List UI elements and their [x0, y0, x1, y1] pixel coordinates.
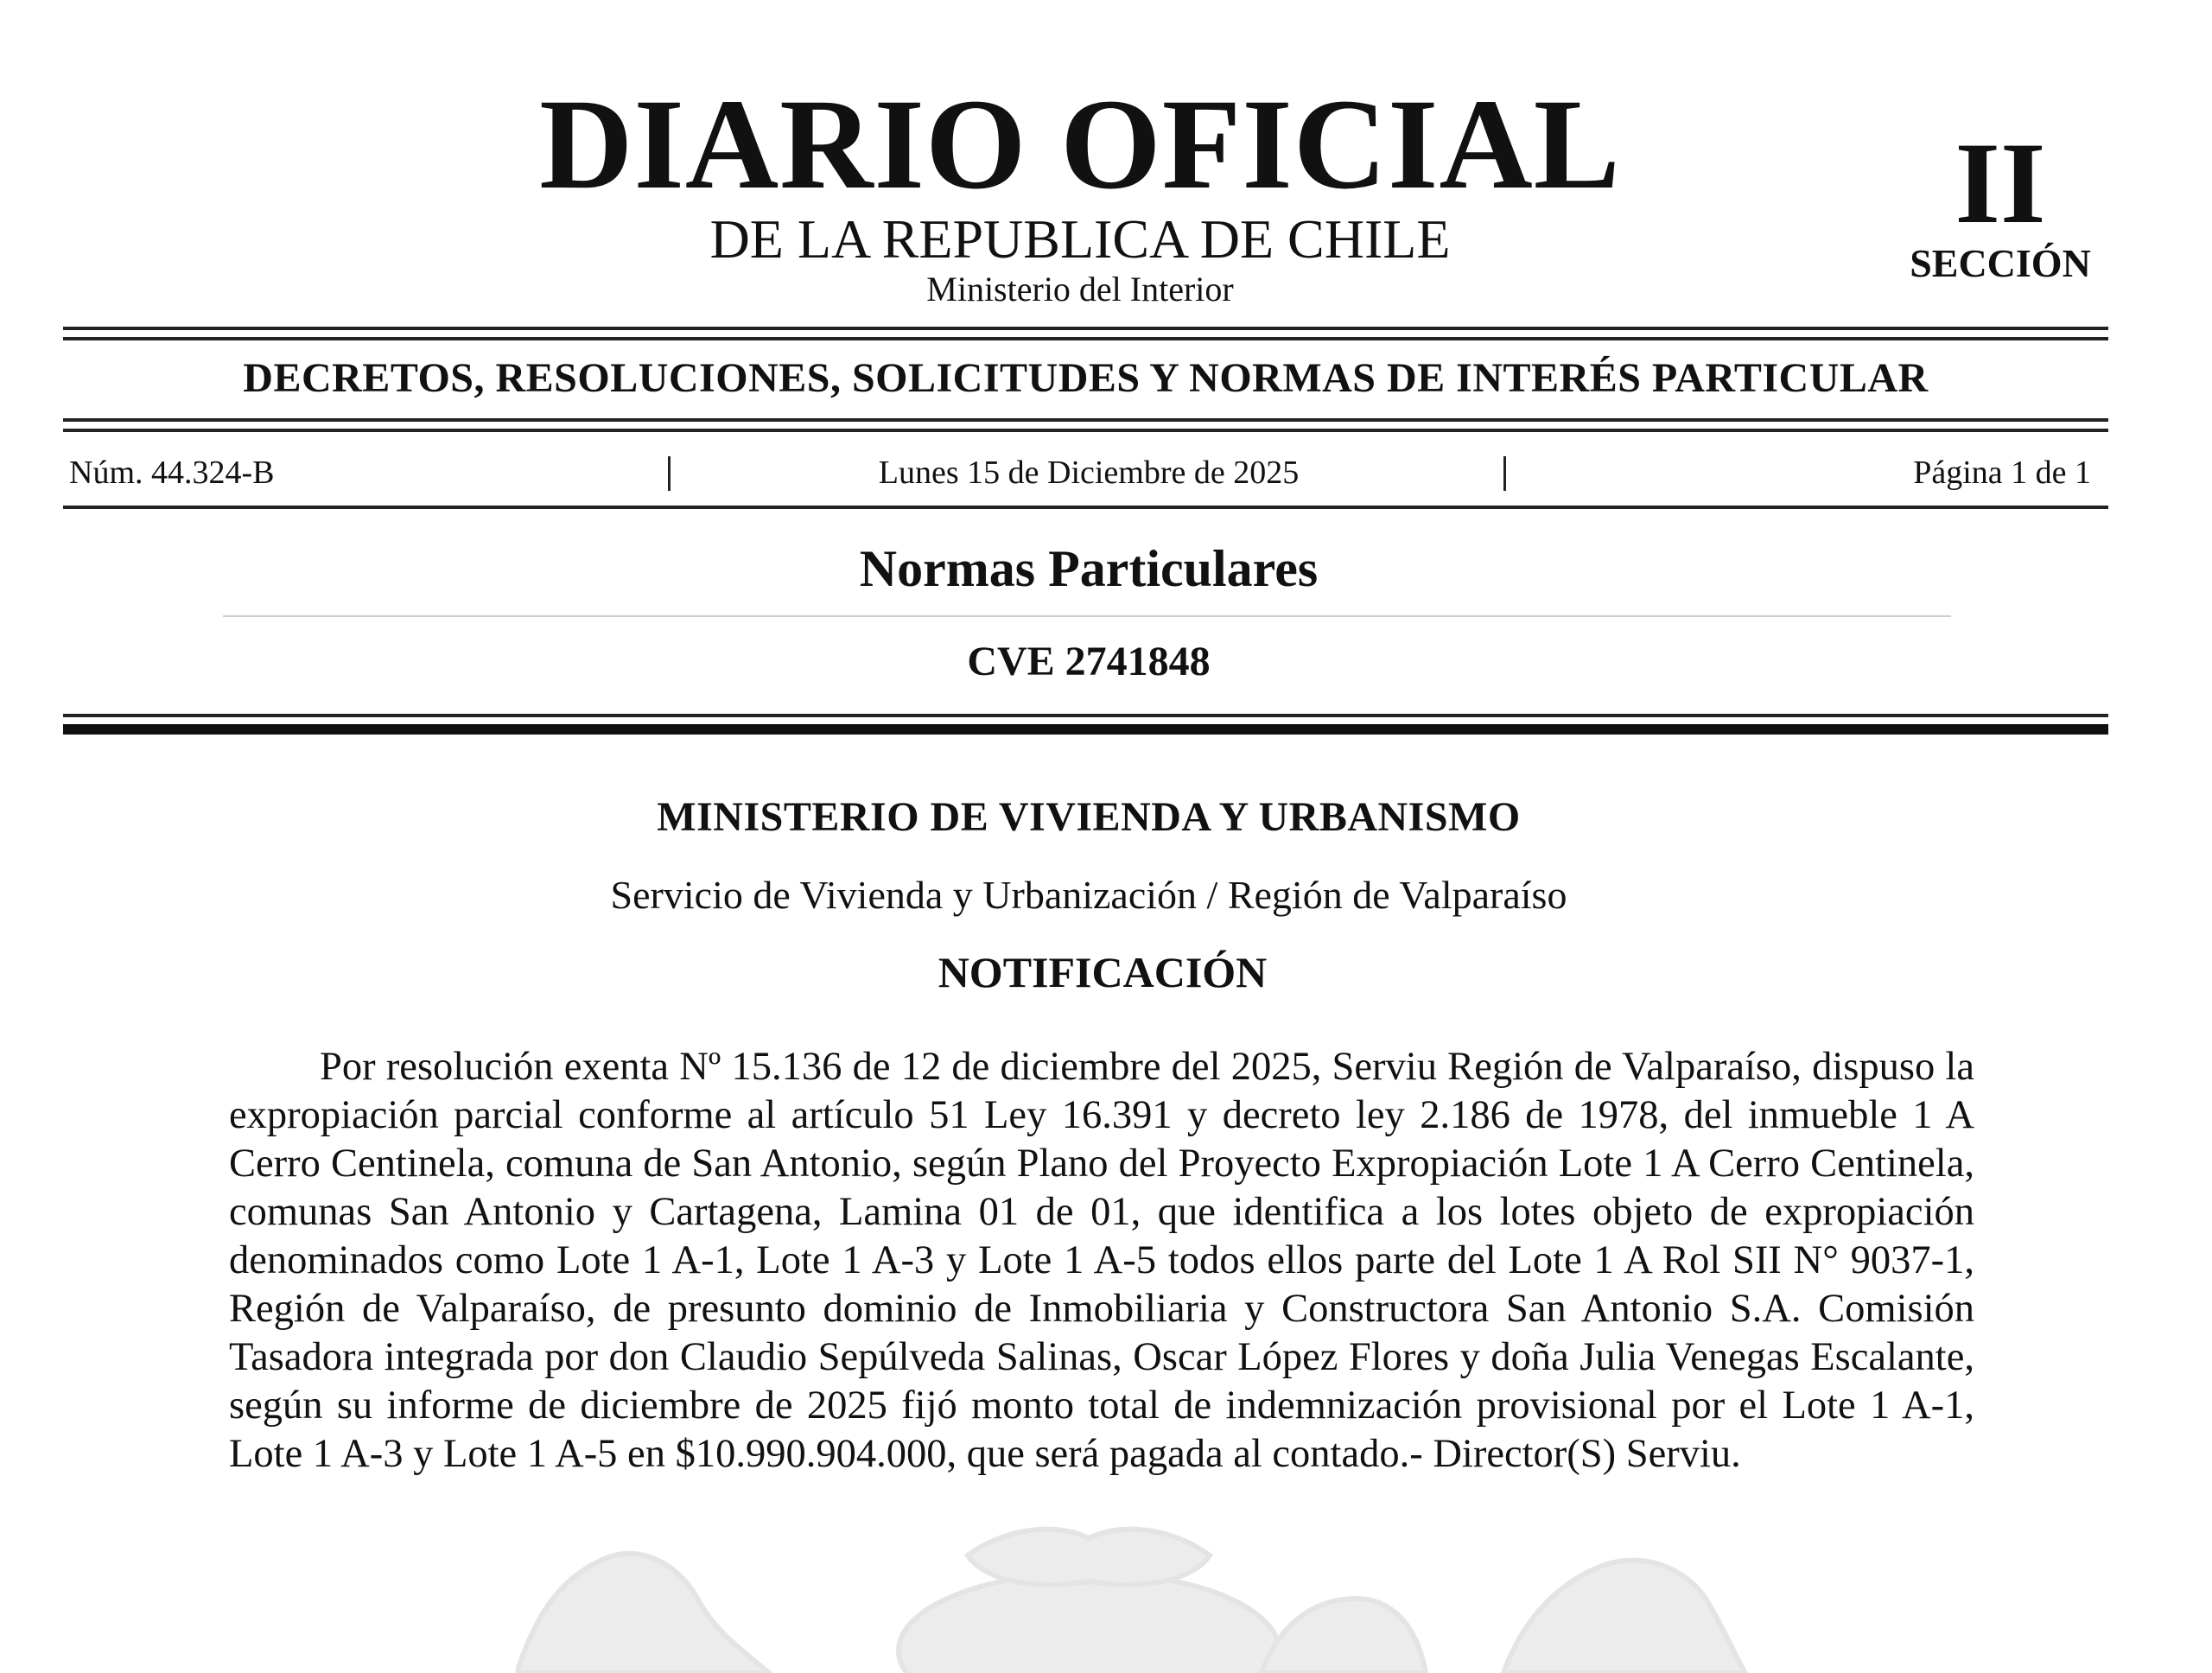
divider-rule	[63, 714, 2108, 717]
divider-rule	[63, 418, 2108, 422]
page-indicator: Página 1 de 1	[1913, 455, 2091, 491]
cve-code: CVE 2741848	[967, 639, 1211, 684]
divider-rule	[63, 327, 2108, 330]
section-number: II	[1955, 119, 2046, 248]
divider-rule	[63, 337, 2108, 340]
notice-heading: NOTIFICACIÓN	[938, 948, 1268, 996]
ministry-heading: MINISTERIO DE VIVIENDA Y URBANISMO	[657, 794, 1521, 840]
divider-rule	[63, 506, 2108, 509]
masthead-title: DIARIO OFICIAL	[539, 73, 1621, 216]
divider-rule	[63, 429, 2108, 432]
section-label: SECCIÓN	[1910, 241, 2091, 285]
section-banner: DECRETOS, RESOLUCIONES, SOLICITUDES Y NORMAS DE INTERÉS PARTICULAR	[243, 355, 1929, 401]
divider-rule	[223, 615, 1951, 617]
coat-of-arms-watermark-icon	[484, 1521, 1780, 1673]
meta-separator	[1503, 456, 1506, 491]
masthead-subtitle: DE LA REPUBLICA DE CHILE	[709, 208, 1451, 270]
masthead-ministry: Ministerio del Interior	[926, 270, 1234, 309]
divider-rule	[63, 724, 2108, 735]
normas-heading: Normas Particulares	[859, 540, 1319, 597]
issue-number: Núm. 44.324-B	[69, 455, 275, 491]
notice-body: Por resolución exenta Nº 15.136 de 12 de diciembre del 2025, Serviu Región de Valparaíso, dispuso la expropiación parcial conforme al artículo 51 Ley 16.391 y decreto ley 2.186 de 1978, del inmueble 1 A Cerro Centinela, comuna de San Antonio, según Plano del Proyecto Expropiación Lote 1 A Cerro Centinela, comunas San Antonio y Cartagena, Lamina 01 de 01, que identifica a los lotes objeto de expropiación denominados como Lote 1 A-1, Lote 1 A-3 y Lote 1 A-5 todos ellos parte del Lote 1 A Rol SII N° 9037-1, Región de Valparaíso, de presunto dominio de Inmobiliaria y Constructora San Antonio S.A. Comisión Tasadora integrada por don Claudio Sepúlveda Salinas, Oscar López Flores y doña Julia Venegas Escalante, según su informe de diciembre de 2025 fijó monto total de indemnización provisional por el Lote 1 A-1, Lote 1 A-3 y Lote 1 A-5 en $10.990.904.000, que será pagada al contado.- Director(S) Serviu.	[229, 1045, 1974, 1476]
issue-date: Lunes 15 de Diciembre de 2025	[878, 455, 1300, 491]
service-subheading: Servicio de Vivienda y Urbanización / Región de Valparaíso	[610, 873, 1567, 917]
